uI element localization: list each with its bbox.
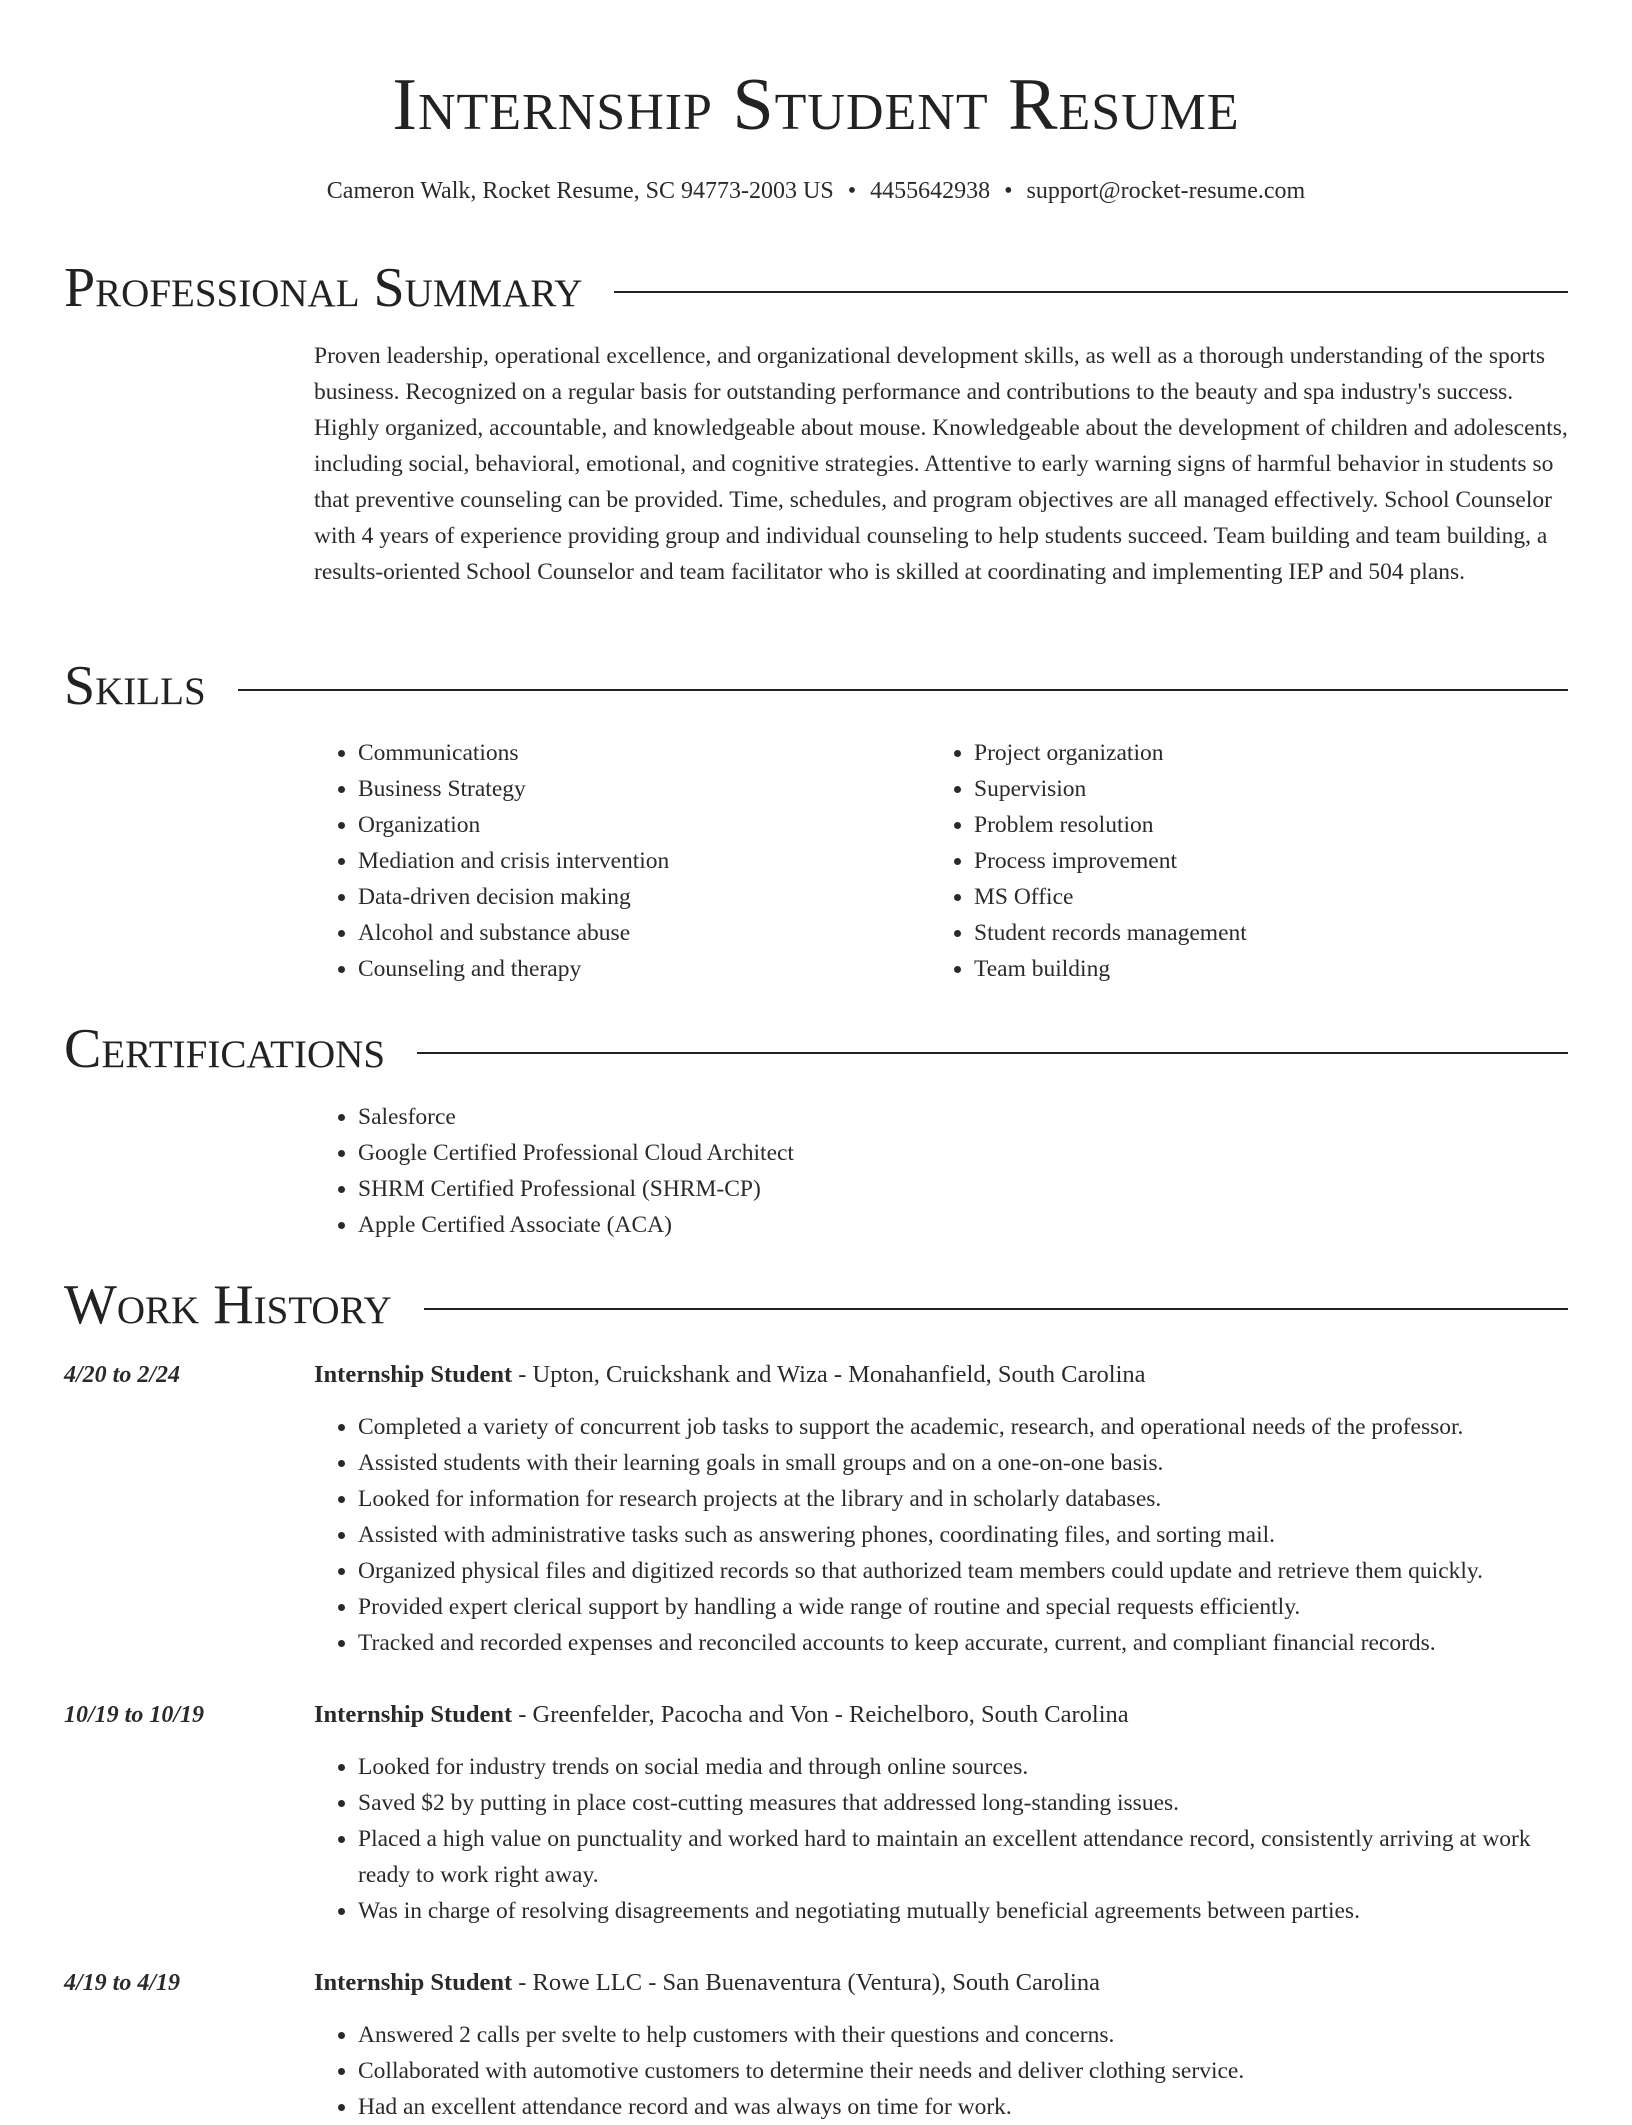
skill-item: • Organization	[358, 807, 914, 843]
skills-column-left	[314, 735, 914, 987]
skill-item: • Mediation and crisis intervention	[358, 843, 914, 879]
skill-item: • Counseling and therapy	[358, 951, 914, 987]
skill-item: • Project organization	[974, 735, 1570, 771]
skill-item: • Supervision	[974, 771, 1570, 807]
skill-item: • Business Strategy	[358, 771, 914, 807]
section-header-work-history	[64, 1270, 1568, 1340]
summary-text: Proven leadership, operational excellence, and organizational development skills, as well as a thorough understanding of the sports business. Recognized on a regular basis for outstanding performance and contributions to the beauty and spa industry's success. Highly organized, accountable, and knowledgeable about mouse. Knowledgeable about the development of children and adolescents, including social, behavioral, emotional, and cognitive strategies. Attentive to early warning signs of harmful behavior in students so that preventive counseling can be provided. Time, schedules, and program objectives are all managed effectively. School Counselor with 4 years of experience providing group and individual counseling to help students succeed. Team building and team building, a results-oriented School Counselor and team facilitator who is skilled at coordinating and implementing IEP and 504 plans.	[314, 343, 1568, 585]
job-header	[314, 1357, 1570, 1393]
job-details: - Upton, Cruickshank and Wiza - Monahanfield, South Carolina	[512, 1361, 1146, 1388]
job-bullet: • Assisted with administrative tasks such as answering phones, coordinating files, and sorting mail.	[358, 1517, 1570, 1553]
job-bullet: • Placed a high value on punctuality and worked hard to maintain an excellent attendance record, consistently arriving at work ready to work right away.	[358, 1821, 1570, 1893]
job-bullet: • Collaborated with automotive customers to determine their needs and deliver clothing service.	[358, 2053, 1570, 2089]
section-rule	[417, 1052, 1568, 1054]
contact-address: Cameron Walk, Rocket Resume, SC 94773-2003 US	[326, 178, 834, 204]
section-title-certifications: Certifications	[64, 1018, 386, 1080]
skill-item: • MS Office	[974, 879, 1570, 915]
skill-item: • Problem resolution	[974, 807, 1570, 843]
certifications-list	[314, 1099, 1570, 1243]
job-bullet: • Was in charge of resolving disagreements and negotiating mutually beneficial agreements between parties.	[358, 1893, 1570, 1929]
section-title-skills: Skills	[64, 655, 206, 717]
job-details: - Rowe LLC - San Buenaventura (Ventura), South Carolina	[512, 1969, 1100, 1996]
job-role: Internship Student	[314, 1969, 513, 1996]
contact-line	[0, 173, 1632, 209]
job-bullet-list	[314, 1749, 1570, 1929]
job-bullet: • Saved $2 by putting in place cost-cutting measures that addressed long-standing issues.	[358, 1785, 1570, 1821]
job-bullet: • Had an excellent attendance record and was always on time for work.	[358, 2089, 1570, 2125]
job-bullet-list	[314, 1409, 1570, 1661]
job-dates: 4/20 to 2/24	[64, 1362, 181, 1388]
skill-item: • Data-driven decision making	[358, 879, 914, 915]
contact-separator: •	[1004, 178, 1013, 204]
job-bullet: • Looked for information for research projects at the library and in scholarly databases.	[358, 1481, 1570, 1517]
section-title-summary: Professional Summary	[64, 257, 583, 319]
section-header-summary	[64, 253, 1568, 323]
job-bullet: • Completed a variety of concurrent job tasks to support the academic, research, and operational needs of the professor.	[358, 1409, 1570, 1445]
job-bullet: • Answered 2 calls per svelte to help customers with their questions and concerns.	[358, 2017, 1570, 2053]
section-title-work-history: Work History	[64, 1274, 392, 1336]
job-dates: 10/19 to 10/19	[64, 1702, 205, 1728]
skill-item: • Student records management	[974, 915, 1570, 951]
resume-title: Internship Student Resume	[392, 64, 1240, 146]
skill-item: • Alcohol and substance abuse	[358, 915, 914, 951]
certification-item: • Google Certified Professional Cloud Architect	[358, 1135, 1570, 1171]
job-header	[314, 1965, 1570, 2001]
section-rule	[238, 689, 1568, 691]
job-details: - Greenfelder, Pacocha and Von - Reichelboro, South Carolina	[512, 1701, 1129, 1728]
job-bullet: • Provided expert clerical support by handling a wide range of routine and special requests efficiently.	[358, 1589, 1570, 1625]
job-bullet-list	[314, 2017, 1570, 2125]
skill-item: • Communications	[358, 735, 914, 771]
job-bullet: • Organized physical files and digitized records so that authorized team members could update and retrieve them quickly.	[358, 1553, 1570, 1589]
job-dates: 4/19 to 4/19	[64, 1970, 181, 1996]
certification-item: • Salesforce	[358, 1099, 1570, 1135]
skill-item: • Process improvement	[974, 843, 1570, 879]
section-rule	[614, 291, 1568, 293]
contact-email: support@rocket-resume.com	[1026, 178, 1306, 204]
job-role: Internship Student	[314, 1361, 513, 1388]
job-header	[314, 1697, 1570, 1733]
job-bullet: • Assisted students with their learning goals in small groups and on a one-on-one basis.	[358, 1445, 1570, 1481]
skills-column-right	[930, 735, 1570, 987]
job-bullet: • Looked for industry trends on social media and through online sources.	[358, 1749, 1570, 1785]
contact-phone: 4455642938	[870, 178, 991, 204]
job-bullet: • Tracked and recorded expenses and reconciled accounts to keep accurate, current, and compliant financial records.	[358, 1625, 1570, 1661]
skill-item: • Team building	[974, 951, 1570, 987]
contact-separator: •	[847, 178, 857, 204]
job-role: Internship Student	[314, 1701, 513, 1728]
section-header-certifications	[64, 1014, 1568, 1084]
section-header-skills	[64, 651, 1568, 721]
certification-item: • SHRM Certified Professional (SHRM-CP)	[358, 1171, 1570, 1207]
section-rule	[424, 1308, 1568, 1310]
certification-item: • Apple Certified Associate (ACA)	[358, 1207, 1570, 1243]
